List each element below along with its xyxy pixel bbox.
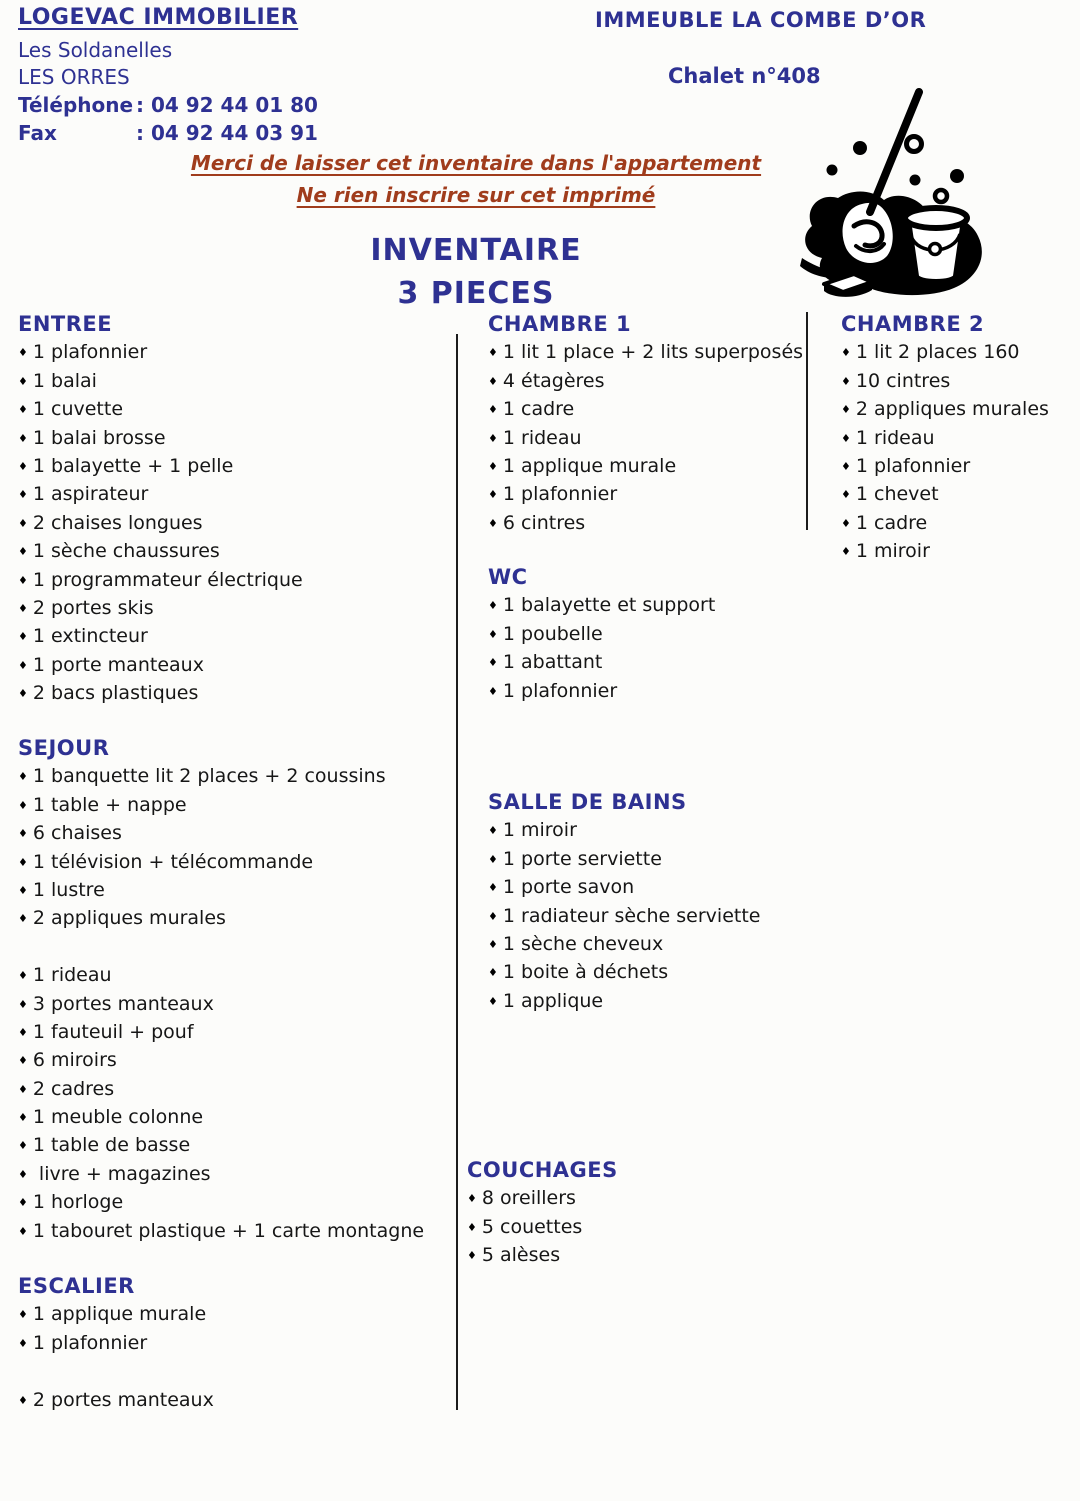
diamond-bullet-icon: ♦ <box>18 827 28 841</box>
diamond-bullet-icon: ♦ <box>18 431 28 445</box>
inventory-item <box>18 679 303 707</box>
diamond-bullet-icon: ♦ <box>18 770 28 784</box>
inventory-item <box>841 537 1049 565</box>
inventory-item <box>841 509 1049 537</box>
item-text: 1 cadre <box>855 511 928 534</box>
inventory-item <box>488 620 715 648</box>
item-text: 10 cintres <box>855 369 951 392</box>
diamond-bullet-icon: ♦ <box>18 516 28 530</box>
inventory-item <box>841 424 1049 452</box>
inventory-item <box>18 480 303 508</box>
diamond-bullet-icon: ♦ <box>488 374 498 388</box>
item-text: 4 étagères <box>502 369 605 392</box>
inventory-item <box>18 819 424 847</box>
inventory-item <box>18 1131 424 1159</box>
fax-row <box>18 121 318 145</box>
diamond-bullet-icon: ♦ <box>18 969 28 983</box>
item-text: 1 banquette lit 2 places + 2 coussins <box>32 765 386 788</box>
section-salle-de-bains <box>488 788 760 1015</box>
item-text: 1 lit 1 place + 2 lits superposés <box>502 341 804 364</box>
item-text: 1 balayette + 1 pelle <box>32 454 234 477</box>
item-text: 1 porte manteaux <box>32 653 204 676</box>
diamond-bullet-icon: ♦ <box>18 912 28 926</box>
diamond-bullet-icon: ♦ <box>18 488 28 502</box>
item-text: 3 portes manteaux <box>32 992 214 1015</box>
item-text: 2 cadres <box>32 1077 115 1100</box>
section-chambre-2 <box>841 310 1049 566</box>
notice-line-2: Ne rien inscrire sur cet imprimé <box>296 183 656 207</box>
item-text: 1 applique murale <box>32 1303 207 1326</box>
inventory-item <box>18 791 424 819</box>
inventory-item <box>18 594 303 622</box>
diamond-bullet-icon: ♦ <box>488 346 498 360</box>
item-text: 1 aspirateur <box>32 483 149 506</box>
diamond-bullet-icon: ♦ <box>841 545 851 559</box>
notice-line-1: Merci de laisser cet inventaire dans l'appartement <box>190 151 762 175</box>
diamond-bullet-icon: ♦ <box>841 459 851 473</box>
item-text: 1 boite à déchets <box>502 961 669 984</box>
section-title: WC <box>488 565 528 589</box>
item-text: 1 balai <box>32 369 97 392</box>
inventory-item <box>488 677 715 705</box>
diamond-bullet-icon: ♦ <box>18 883 28 897</box>
inventory-item <box>488 424 803 452</box>
section-couchages <box>467 1156 618 1270</box>
item-text: 1 radiateur sèche serviette <box>502 904 761 927</box>
inventory-item <box>488 845 760 873</box>
section-title: ENTREE <box>18 312 113 336</box>
diamond-bullet-icon: ♦ <box>18 687 28 701</box>
item-text: 1 sèche cheveux <box>502 932 664 955</box>
inventory-item <box>488 987 760 1015</box>
diamond-bullet-icon: ♦ <box>841 488 851 502</box>
inventory-item <box>18 1329 214 1357</box>
inventory-item <box>18 651 303 679</box>
diamond-bullet-icon: ♦ <box>488 881 498 895</box>
item-text: 6 cintres <box>502 511 586 534</box>
inventory-item <box>18 622 303 650</box>
agency-name: LOGEVAC IMMOBILIER <box>18 5 299 30</box>
bucket-rim <box>905 208 967 228</box>
bubble-ring <box>935 190 947 202</box>
inventory-item <box>18 452 303 480</box>
item-text: 1 plafonnier <box>32 341 148 364</box>
agency-residence: Les Soldanelles <box>18 38 173 62</box>
diamond-bullet-icon: ♦ <box>488 909 498 923</box>
inventory-item <box>488 930 760 958</box>
diamond-bullet-icon: ♦ <box>841 431 851 445</box>
bubble <box>950 169 964 183</box>
diamond-bullet-icon: ♦ <box>18 459 28 473</box>
inventory-item <box>18 1188 424 1216</box>
section-chambre-1 <box>488 310 803 537</box>
bubble <box>853 141 867 155</box>
diamond-bullet-icon: ♦ <box>18 997 28 1011</box>
title-line-1: INVENTAIRE <box>370 233 582 268</box>
item-text: 1 poubelle <box>502 622 603 645</box>
diamond-bullet-icon: ♦ <box>18 1139 28 1153</box>
diamond-bullet-icon: ♦ <box>18 374 28 388</box>
diamond-bullet-icon: ♦ <box>488 488 498 502</box>
bubble-ring <box>907 137 922 152</box>
section-wc <box>488 563 715 705</box>
section-title: SEJOUR <box>18 736 110 760</box>
diamond-bullet-icon: ♦ <box>467 1220 477 1234</box>
item-text: 1 applique murale <box>502 454 677 477</box>
inventory-item <box>18 1160 424 1188</box>
inventory-item <box>841 367 1049 395</box>
title-line-2: 3 PIECES <box>397 276 555 311</box>
item-text: 1 abattant <box>502 651 603 674</box>
diamond-bullet-icon: ♦ <box>488 966 498 980</box>
item-text: 1 rideau <box>32 964 112 987</box>
diamond-bullet-icon: ♦ <box>488 656 498 670</box>
item-text: 8 oreillers <box>481 1187 576 1210</box>
item-text: 1 rideau <box>502 426 582 449</box>
inventory-item <box>18 1075 424 1103</box>
inventory-item <box>18 1217 424 1245</box>
diamond-bullet-icon: ♦ <box>18 1224 28 1238</box>
inventory-item <box>18 537 303 565</box>
diamond-bullet-icon: ♦ <box>18 1167 28 1181</box>
inventory-item <box>488 338 803 366</box>
diamond-bullet-icon: ♦ <box>841 374 851 388</box>
blank-line <box>18 1357 214 1385</box>
building-name: IMMEUBLE LA COMBE D’OR <box>595 8 927 32</box>
inventory-item <box>18 395 303 423</box>
item-text: 2 appliques murales <box>855 398 1049 421</box>
item-text: 1 balayette et support <box>502 594 716 617</box>
item-text: 1 porte serviette <box>502 847 662 870</box>
inventory-item <box>841 395 1049 423</box>
diamond-bullet-icon: ♦ <box>18 630 28 644</box>
diamond-bullet-icon: ♦ <box>488 627 498 641</box>
section-title: COUCHAGES <box>467 1158 618 1182</box>
inventory-item <box>18 1103 424 1131</box>
phone-label: Téléphone <box>18 93 134 117</box>
diamond-bullet-icon: ♦ <box>18 573 28 587</box>
diamond-bullet-icon: ♦ <box>18 545 28 559</box>
inventory-item <box>488 509 803 537</box>
diamond-bullet-icon: ♦ <box>18 1025 28 1039</box>
inventory-item <box>488 873 760 901</box>
inventory-item <box>18 990 424 1018</box>
item-text: 1 cuvette <box>32 398 124 421</box>
inventory-item <box>18 367 303 395</box>
inventory-item <box>488 958 760 986</box>
item-text: 2 bacs plastiques <box>32 682 199 705</box>
diamond-bullet-icon: ♦ <box>18 658 28 672</box>
diamond-bullet-icon: ♦ <box>18 1308 28 1322</box>
fax-label: Fax <box>18 121 57 145</box>
diamond-bullet-icon: ♦ <box>18 1393 28 1407</box>
item-text: 1 lustre <box>32 878 105 901</box>
diamond-bullet-icon: ♦ <box>18 798 28 812</box>
fax-number: : 04 92 44 03 91 <box>136 121 318 145</box>
inventory-item <box>467 1241 618 1269</box>
diamond-bullet-icon: ♦ <box>18 601 28 615</box>
inventory-item <box>18 876 424 904</box>
inventory-item <box>18 566 303 594</box>
phone-row <box>18 93 318 117</box>
column-divider-right <box>806 312 808 530</box>
diamond-bullet-icon: ♦ <box>488 937 498 951</box>
bubble <box>827 165 838 176</box>
diamond-bullet-icon: ♦ <box>841 403 851 417</box>
bucket-handle-ring <box>930 244 941 255</box>
section-title: ESCALIER <box>18 1274 135 1298</box>
inventory-item <box>18 848 424 876</box>
section-title: CHAMBRE 1 <box>488 312 632 336</box>
mop-bucket-illustration-icon <box>798 88 998 310</box>
item-text: 5 couettes <box>481 1215 583 1238</box>
section-title: CHAMBRE 2 <box>841 312 985 336</box>
phone-number: : 04 92 44 01 80 <box>136 93 318 117</box>
section-entree <box>18 310 303 707</box>
inventory-item <box>488 367 803 395</box>
item-text: 1 cadre <box>502 398 575 421</box>
item-text: 1 applique <box>502 989 604 1012</box>
item-text: 2 chaises longues <box>32 511 203 534</box>
diamond-bullet-icon: ♦ <box>841 346 851 360</box>
item-text: 1 rideau <box>855 426 935 449</box>
item-text: 1 chevet <box>855 483 939 506</box>
inventory-item <box>488 816 760 844</box>
diamond-bullet-icon: ♦ <box>488 516 498 530</box>
item-text: 1 table de basse <box>32 1134 191 1157</box>
item-text: 1 plafonnier <box>855 454 971 477</box>
diamond-bullet-icon: ♦ <box>488 599 498 613</box>
item-text: 1 extincteur <box>32 625 148 648</box>
item-text: 1 table + nappe <box>32 793 187 816</box>
blank-line <box>18 933 424 961</box>
item-text: 1 porte savon <box>502 876 635 899</box>
column-divider-left <box>456 334 458 1410</box>
item-text: 2 appliques murales <box>32 907 226 930</box>
diamond-bullet-icon: ♦ <box>488 824 498 838</box>
diamond-bullet-icon: ♦ <box>488 431 498 445</box>
inventory-item <box>18 762 424 790</box>
item-text: 1 plafonnier <box>502 483 618 506</box>
inventory-item <box>488 395 803 423</box>
diamond-bullet-icon: ♦ <box>18 1054 28 1068</box>
item-text: 1 miroir <box>855 540 930 563</box>
item-text: 6 miroirs <box>32 1049 117 1072</box>
diamond-bullet-icon: ♦ <box>18 1336 28 1350</box>
diamond-bullet-icon: ♦ <box>18 1082 28 1096</box>
item-text: 1 lit 2 places 160 <box>855 341 1020 364</box>
item-text: 1 télévision + télécommande <box>32 850 314 873</box>
agency-city: LES ORRES <box>18 65 130 89</box>
inventory-item <box>841 480 1049 508</box>
item-text: 1 tabouret plastique + 1 carte montagne <box>32 1219 425 1242</box>
item-text: 5 alèses <box>481 1244 561 1267</box>
inventory-item <box>488 591 715 619</box>
diamond-bullet-icon: ♦ <box>18 855 28 869</box>
item-text: 1 horloge <box>32 1191 124 1214</box>
item-text: 1 sèche chaussures <box>32 540 220 563</box>
item-text: 1 miroir <box>502 819 577 842</box>
diamond-bullet-icon: ♦ <box>488 684 498 698</box>
item-text: 1 meuble colonne <box>32 1106 204 1129</box>
diamond-bullet-icon: ♦ <box>467 1192 477 1206</box>
section-sejour <box>18 734 424 1245</box>
diamond-bullet-icon: ♦ <box>488 994 498 1008</box>
inventory-item <box>467 1184 618 1212</box>
item-text: 1 plafonnier <box>502 679 618 702</box>
inventory-item <box>18 1018 424 1046</box>
diamond-bullet-icon: ♦ <box>467 1249 477 1263</box>
inventory-item <box>488 480 803 508</box>
diamond-bullet-icon: ♦ <box>841 516 851 530</box>
inventory-item <box>18 424 303 452</box>
inventory-item <box>18 904 424 932</box>
item-text: 2 portes manteaux <box>32 1388 214 1411</box>
item-text: livre + magazines <box>32 1162 211 1185</box>
item-text: 1 fauteuil + pouf <box>32 1020 194 1043</box>
diamond-bullet-icon: ♦ <box>18 1196 28 1210</box>
bubble <box>910 175 921 186</box>
inventory-item <box>18 338 303 366</box>
item-text: 2 portes skis <box>32 596 154 619</box>
inventory-item <box>488 902 760 930</box>
item-text: 1 plafonnier <box>32 1331 148 1354</box>
section-escalier <box>18 1272 214 1414</box>
inventory-item <box>488 452 803 480</box>
diamond-bullet-icon: ♦ <box>488 403 498 417</box>
item-text: 1 balai brosse <box>32 426 166 449</box>
diamond-bullet-icon: ♦ <box>18 346 28 360</box>
section-title: SALLE DE BAINS <box>488 790 687 814</box>
inventory-item <box>488 648 715 676</box>
inventory-item <box>18 1046 424 1074</box>
item-text: 1 programmateur électrique <box>32 568 303 591</box>
inventory-item <box>18 1386 214 1414</box>
diamond-bullet-icon: ♦ <box>488 852 498 866</box>
diamond-bullet-icon: ♦ <box>18 403 28 417</box>
inventory-item <box>841 338 1049 366</box>
diamond-bullet-icon: ♦ <box>18 1111 28 1125</box>
diamond-bullet-icon: ♦ <box>488 459 498 473</box>
inventory-item <box>18 961 424 989</box>
inventory-item <box>467 1213 618 1241</box>
inventory-item <box>18 1300 214 1328</box>
item-text: 6 chaises <box>32 822 122 845</box>
inventory-item <box>841 452 1049 480</box>
inventory-item <box>18 509 303 537</box>
chalet-number: Chalet n°408 <box>668 64 821 88</box>
